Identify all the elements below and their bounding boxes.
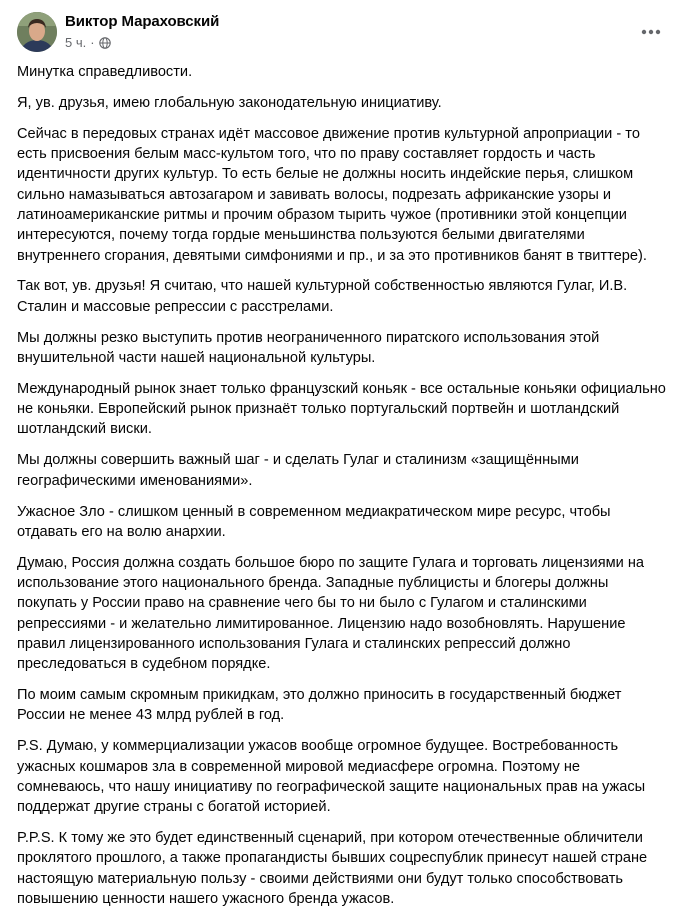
post-header <box>17 10 665 58</box>
post-paragraph: Сейчас в передовых странах идёт массовое движение против культурной апроприации - то есть присвоения белым масс-культом того, что по праву составляет гордость и часть идентичности других культур. То есть белые не должны носить индейские перья, слишком сильно намазываться автозагаром и завивать волосы, подрезать африканские узоры и латиноамериканские ритмы и прочим образом тырить чужое (противники этой концепции интересуются, почему тогда гордые меньшинства пользуются белыми двигателями внутреннего сгорания, девятыми симфониями и пр., и за это противников банят в твиттере). <box>17 125 647 264</box>
post-paragraph: Минутка справедливости. <box>17 64 193 80</box>
post-paragraph: Я, ув. друзья, имею глобальную законодательную инициативу. <box>17 94 442 111</box>
more-horizontal-icon[interactable] <box>637 18 665 46</box>
globe-icon[interactable] <box>99 37 111 49</box>
post-paragraph: Так вот, ув. друзья! Я считаю, что нашей культурной собственностью являются Гулаг, И.В. Сталин и массовые репрессии с расстрелами. <box>17 278 628 315</box>
meta-separator: · <box>90 35 95 50</box>
post-timestamp[interactable]: 5 ч. <box>65 35 87 50</box>
post-body <box>17 62 667 920</box>
post-paragraph: Мы должны резко выступить против неограниченного пиратского использования этой внушительной части нашей национальной культуры. <box>17 329 600 366</box>
post-paragraph: По моим самым скромным прикидкам, это должно приносить в государственный бюджет России не менее 43 млрд рублей в год. <box>17 687 622 724</box>
avatar[interactable] <box>17 12 57 52</box>
post-paragraph: Международный рынок знает только французский коньяк - все остальные коньяки официально не коньяки. Европейский рынок признаёт только португальский портвейн и шотландский шотландский виски. <box>17 380 666 438</box>
post-paragraph: Думаю, Россия должна создать большое бюро по защите Гулага и торговать лицензиями на использование этого национального бренда. Западные публицисты и блогеры должны покупать у России право на сравнение чего бы то ни было с Гулагом и сталинскими репрессиями - и желательно лимитированное. Лицензию надо возобновлять. Нарушение правил лицензированного использования Гулага и сталинских репрессий должно преследоваться в судебном порядке. <box>17 554 645 673</box>
post-paragraph: P.P.S. К тому же это будет единственный сценарий, при котором отечественные обличители проклятого прошлого, а также пропагандисты бывших соцреспублик принесут нашей стране настоящую материальную пользу - своими действиями они будут только способствовать повышению ценности нашего ужасного бренда ужасов. <box>17 830 648 907</box>
avatar-image <box>17 12 57 52</box>
post-paragraph: Мы должны совершить важный шаг - и сделать Гулаг и сталинизм «защищёнными географическими именованиями». <box>17 452 579 489</box>
post-paragraph: Ужасное Зло - слишком ценный в современном медиакратическом мире ресурс, чтобы отдавать его на волю анархии. <box>17 503 611 540</box>
author-name[interactable]: Виктор Мараховский <box>65 13 220 30</box>
post-paragraph: P.S. Думаю, у коммерциализации ужасов вообще огромное будущее. Востребованность ужасных кошмаров зла в современной мировой медиасфере огромна. Поэтому не сомневаюсь, что нашу инициативу по географической защите национальных прав на ужасы поддержат другие страны с богатой историей. <box>17 738 646 816</box>
post-meta <box>65 35 111 50</box>
